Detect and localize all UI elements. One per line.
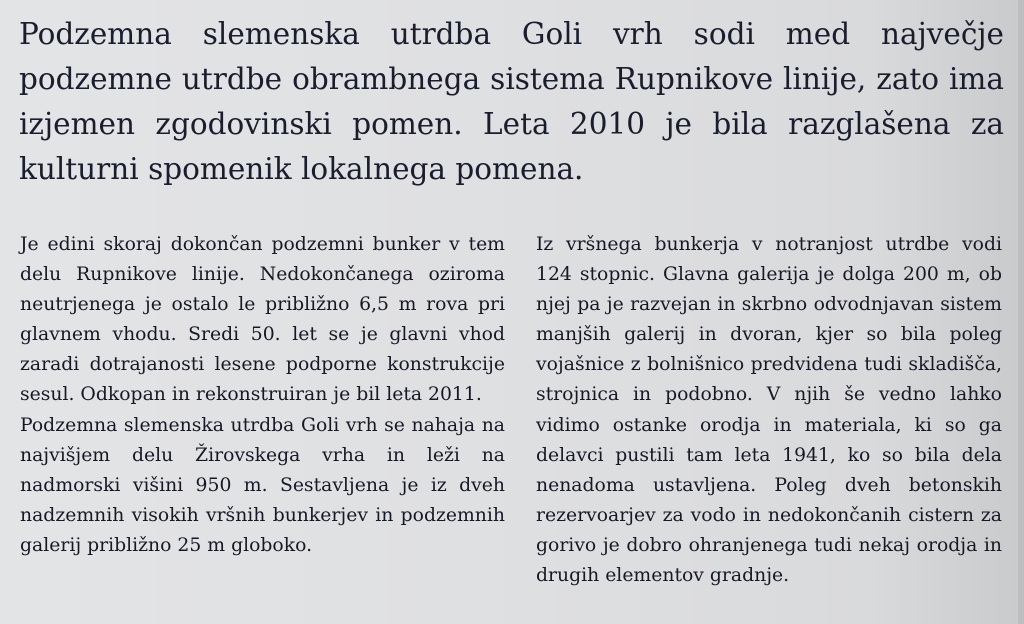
left-paragraph-2: Podzemna slemenska utrdba Goli vrh se nahaja na najvišjem delu Žirovskega vrha in leži na nadmorski višini 950 m. Sestavljena je iz dveh nadzemnih visokih vršnih bunkerjev in podzemnih galerij približno 25 m globoko. — [20, 414, 505, 556]
intro-paragraph: Podzemna slemenska utrdba Goli vrh sodi med največje podzemne utrdbe obrambnega sistema Rupnikove linije, zato ima izjemen zgodovinski pomen. Leta 2010 je bila razglašena za kulturni spomenik lokalnega pomena. — [19, 17, 1004, 186]
right-text-column — [536, 230, 1002, 591]
right-paragraph-1: Iz vršnega bunkerja v notranjost utrdbe vodi 124 stopnic. Glavna galerija je dolga 200 m, ob njej pa je razvejan in skrbno odvodnjavan sistem manjših galerij in dvoran, kjer so bila poleg vojašnice z bolnišnico predvidena tudi skladišča, strojnica in podobno. V njih še vedno lahko vidimo ostanke orodja in materiala, ki so ga delavci pustili tam leta 1941, ko so bila dela nenadoma ustavljena. Poleg dveh betonskih rezervoarjev za vodo in nedokončanih cistern za gorivo je dobro ohranjenega tudi nekaj orodja in drugih elementov gradnje. — [536, 234, 1002, 587]
left-text-column — [20, 230, 505, 561]
panel-edge — [1018, 0, 1024, 624]
left-paragraph-1: Je edini skoraj dokončan podzemni bunker v tem delu Rupnikove linije. Nedokončanega oziroma neutrjenega je ostalo le približno 6,5 m rova pri glavnem vhodu. Sredi 50. let se je glavni vhod zaradi dotrajanosti lesene podporne konstrukcije sesul. Odkopan in rekonstruiran je bil leta 2011. — [20, 234, 505, 406]
